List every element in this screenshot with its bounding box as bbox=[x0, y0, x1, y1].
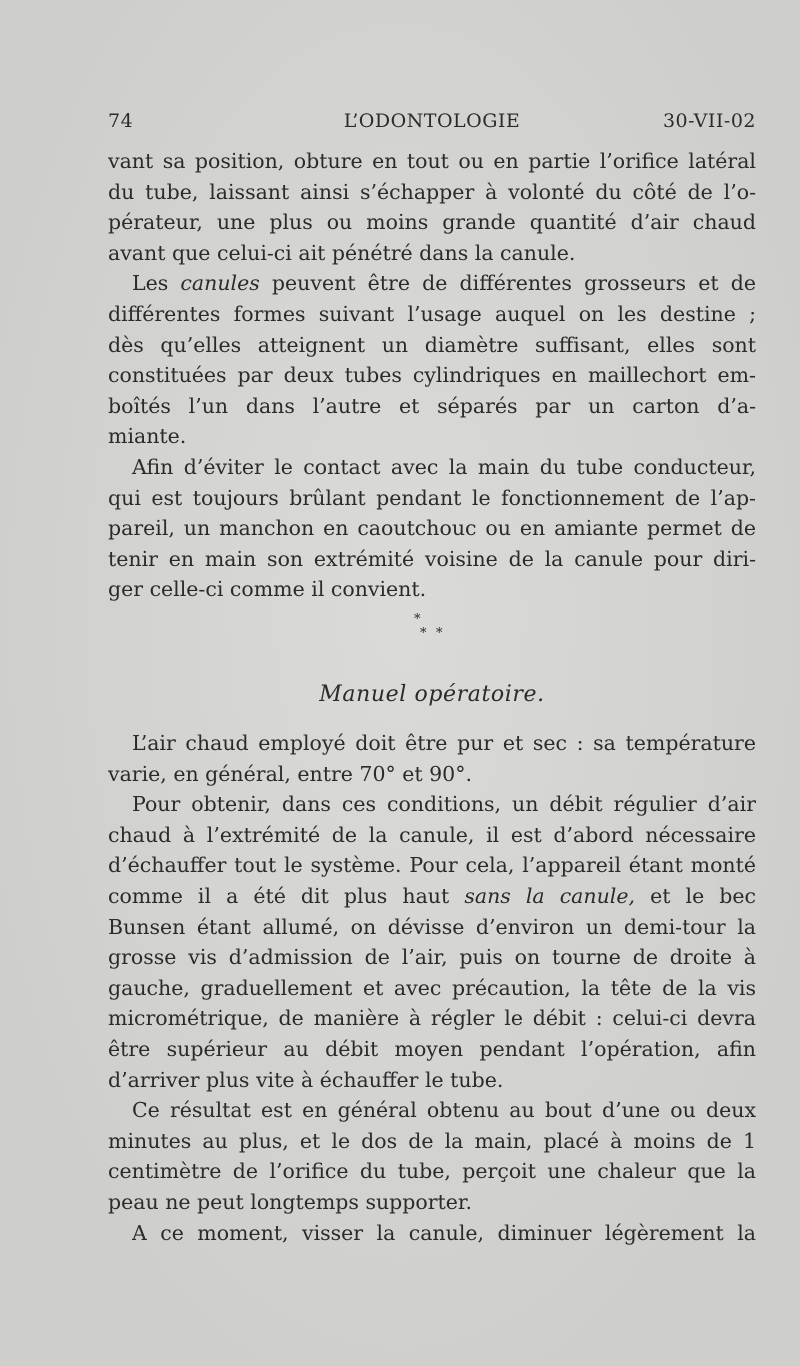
text-line: peau ne peut longtemps supporter. bbox=[108, 1189, 472, 1214]
text-span: peuvent être de différentes grosseurs et de bbox=[271, 271, 756, 296]
asterisk: * bbox=[420, 626, 427, 641]
running-head bbox=[108, 110, 756, 136]
text-line: centimètre de l’orifice du tube, perçoit une chaleur que la bbox=[108, 1159, 756, 1184]
text-line: pérateur, une plus ou moins grande quantité d’air chaud bbox=[108, 210, 756, 235]
text-line: tenir en main son extrémité voisine de la canule pour diri- bbox=[108, 546, 756, 571]
text-line bbox=[108, 881, 756, 912]
text-line: qui est toujours brûlant pendant le fonctionnement de l’ap- bbox=[108, 485, 756, 510]
text-line: micrométrique, de manière à régler le débit : celui-ci devra bbox=[108, 1006, 756, 1031]
text-line: Pour obtenir, dans ces conditions, un débit régulier d’air bbox=[132, 792, 756, 817]
text-line: différentes formes suivant l’usage auquel on les destine ; bbox=[108, 301, 756, 326]
text-line: ger celle-ci comme il convient. bbox=[108, 577, 427, 602]
section-separator-asterism bbox=[400, 612, 443, 646]
italic-term: sans la canule, bbox=[464, 883, 636, 908]
text-line: avant que celui-ci ait pénétré dans la canule. bbox=[108, 240, 576, 265]
text-line: grosse vis d’admission de l’air, puis on tourne de droite à bbox=[108, 945, 756, 970]
text-line: varie, en général, entre 70° et 90°. bbox=[108, 761, 472, 786]
text-span: comme il a été dit plus haut bbox=[108, 883, 450, 908]
asterisk: * bbox=[414, 612, 421, 627]
text-line: être supérieur au débit moyen pendant l’opération, afin bbox=[108, 1036, 756, 1061]
journal-title: L’ODONTOLOGIE bbox=[343, 110, 521, 132]
text-line: vant sa position, obture en tout ou en partie l’orifice latéral bbox=[108, 149, 756, 173]
text-line: dès qu’elles atteignent un diamètre suffisant, elles sont bbox=[108, 332, 756, 357]
text-line: miante. bbox=[108, 424, 187, 449]
text-line: chaud à l’extrémité de la canule, il est d’abord nécessaire bbox=[108, 822, 756, 847]
text-line: minutes au plus, et le dos de la main, placé à moins de 1 bbox=[108, 1128, 756, 1153]
text-line: Afin d’éviter le contact avec la main du tube conducteur, bbox=[132, 454, 756, 479]
text-line bbox=[108, 268, 756, 299]
asterisk: * bbox=[436, 626, 443, 641]
text-line: Bunsen étant allumé, on dévisse d’environ un demi-tour la bbox=[108, 914, 756, 939]
italic-term: canules bbox=[180, 271, 260, 296]
text-line: d’arriver plus vite à échauffer le tube. bbox=[108, 1067, 504, 1092]
text-span: Les bbox=[132, 271, 181, 296]
text-line: du tube, laissant ainsi s’échapper à volonté du côté de l’o- bbox=[108, 179, 756, 204]
text-span: et le bec bbox=[635, 883, 756, 908]
text-line: d’échauffer tout le système. Pour cela, l’appareil étant monté bbox=[108, 853, 756, 878]
text-block-1 bbox=[108, 146, 756, 605]
text-line: pareil, un manchon en caoutchouc ou en amiante permet de bbox=[108, 516, 756, 541]
page-number: 74 bbox=[108, 110, 134, 132]
issue-date: 30-VII-02 bbox=[662, 110, 756, 132]
section-title: Manuel opératoire. bbox=[319, 682, 545, 707]
text-line: boîtés l’un dans l’autre et séparés par un carton d’a- bbox=[108, 393, 756, 418]
text-line: L’air chaud employé doit être pur et sec : sa température bbox=[132, 731, 756, 755]
text-block-2 bbox=[108, 728, 756, 1248]
text-line: constituées par deux tubes cylindriques en maillechort em- bbox=[108, 363, 756, 388]
text-line: Ce résultat est en général obtenu au bout d’une ou deux bbox=[132, 1098, 756, 1123]
text-line: A ce moment, visser la canule, diminuer légèrement la bbox=[132, 1220, 756, 1245]
text-line: gauche, graduellement et avec précaution, la tête de la vis bbox=[108, 975, 756, 1000]
